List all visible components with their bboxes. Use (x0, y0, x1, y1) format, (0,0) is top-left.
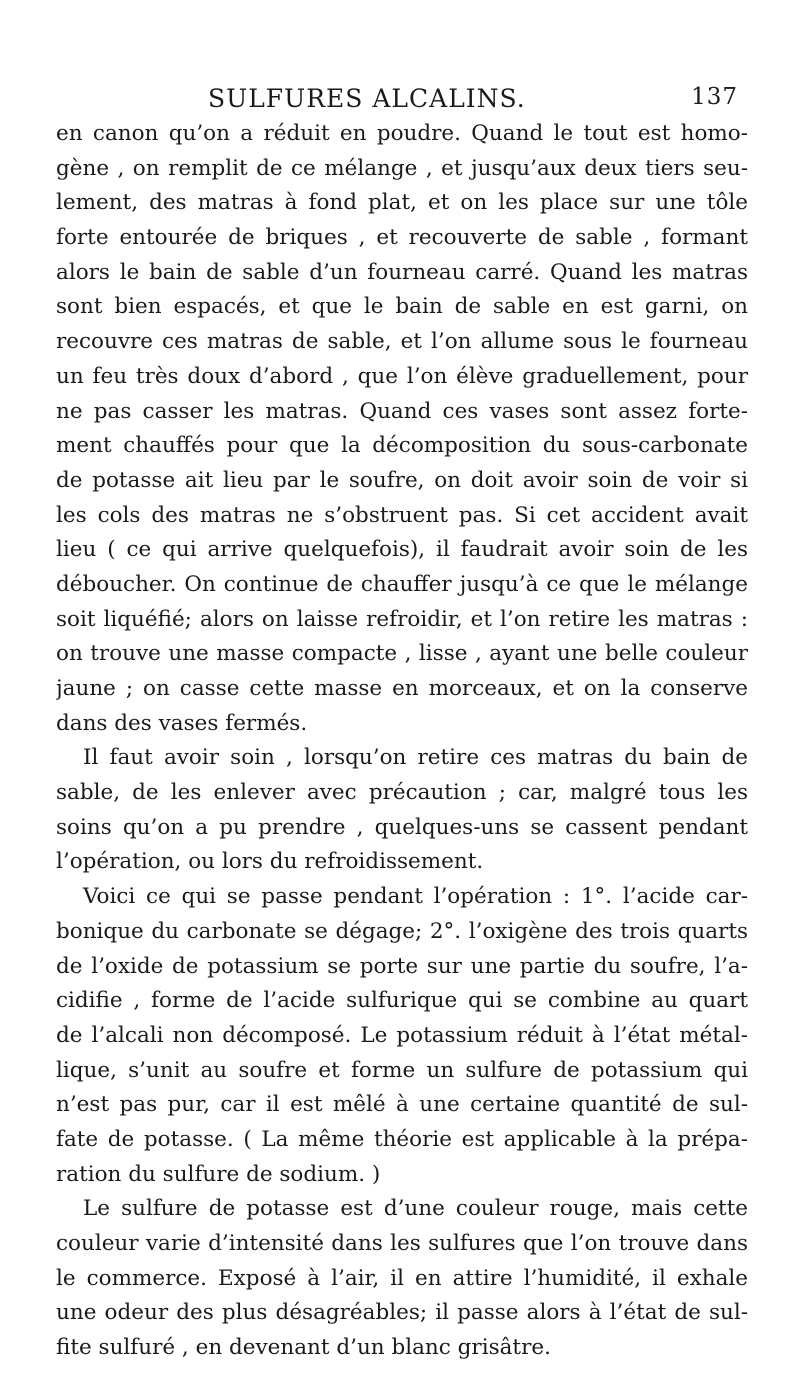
text-line: le commerce. Exposé à l’air, il en attire l’humidité, il exhale (56, 1265, 748, 1291)
text-line: les cols des matras ne s’obstruent pas. Si cet accident avait (56, 502, 748, 528)
text-line: Il faut avoir soin , lorsqu’on retire ces matras du bain de (83, 745, 748, 771)
text-line: fite sulfuré , en devenant d’un blanc grisâtre. (56, 1335, 551, 1361)
text-line: déboucher. On continue de chauffer jusqu’à ce que le mélange (56, 571, 748, 597)
paragraph (56, 880, 748, 1192)
text-line: dans des vases fermés. (56, 710, 308, 736)
text-line: bonique du carbonate se dégage; 2°. l’oxigène des trois quarts (56, 918, 748, 944)
text-line: sable, de les enlever avec précaution ; car, malgré tous les (56, 780, 748, 806)
text-line: lique, s’unit au soufre et forme un sulfure de potassium qui (56, 1057, 748, 1083)
text-line: fate de potasse. ( La même théorie est applicable à la prépa- (56, 1126, 748, 1152)
text-line: lement, des matras à fond plat, et on les place sur une tôle (56, 190, 748, 216)
text-line: ration du sulfure de sodium. ) (56, 1161, 381, 1187)
text-line: soit liquéfié; alors on laisse refroidir, et l’on retire les matras : (56, 606, 748, 632)
text-line: sont bien espacés, et que le bain de sable en est garni, on (56, 294, 748, 320)
text-line: un feu très doux d’abord , que l’on élève graduellement, pour (56, 363, 748, 389)
text-line: l’opération, ou lors du refroidissement. (56, 849, 484, 875)
paragraph (56, 741, 748, 880)
text-line: forte entourée de briques , et recouverte de sable , formant (56, 225, 748, 251)
text-line: Le sulfure de potasse est d’une couleur rouge, mais cette (83, 1196, 748, 1222)
page-header (208, 84, 738, 120)
page-number: 137 (691, 84, 738, 110)
paragraph (56, 1192, 748, 1365)
paragraph (56, 117, 748, 741)
text-line: en canon qu’on a réduit en poudre. Quand le tout est homo- (56, 121, 748, 146)
text-line: de l’alcali non décomposé. Le potassium réduit à l’état métal- (56, 1022, 748, 1048)
text-line: alors le bain de sable d’un fourneau carré. Quand les matras (56, 259, 748, 285)
text-line: n’est pas pur, car il est mêlé à une certaine quantité de sul- (56, 1092, 748, 1118)
text-line: recouvre ces matras de sable, et l’on allume sous le fourneau (56, 329, 748, 355)
text-line: on trouve une masse compacte , lisse , ayant une belle couleur (56, 641, 748, 667)
text-line: soins qu’on a pu prendre , quelques-uns se cassent pendant (56, 814, 748, 840)
text-line: lieu ( ce qui arrive quelquefois), il faudrait avoir soin de les (56, 537, 748, 563)
text-line: de potasse ait lieu par le soufre, on doit avoir soin de voir si (56, 467, 748, 493)
running-head: SULFURES ALCALINS. (208, 84, 526, 113)
text-line: une odeur des plus désagréables; il passe alors à l’état de sul- (56, 1300, 748, 1326)
text-line: jaune ; on casse cette masse en morceaux, et on la conserve (56, 676, 748, 701)
body-text (56, 117, 748, 1366)
text-line: couleur varie d’intensité dans les sulfures que l’on trouve dans (56, 1231, 748, 1256)
text-line: cidifie , forme de l’acide sulfurique qui se combine au quart (56, 988, 748, 1014)
text-line: ment chauffés pour que la décomposition du sous-carbonate (56, 433, 748, 459)
text-line: ne pas casser les matras. Quand ces vases sont assez forte- (56, 398, 748, 424)
text-line: Voici ce qui se passe pendant l’opération : 1°. l’acide car- (83, 884, 748, 910)
text-line: gène , on remplit de ce mélange , et jusqu’aux deux tiers seu- (56, 155, 748, 181)
text-line: de l’oxide de potassium se porte sur une partie du soufre, l’a- (56, 953, 748, 979)
